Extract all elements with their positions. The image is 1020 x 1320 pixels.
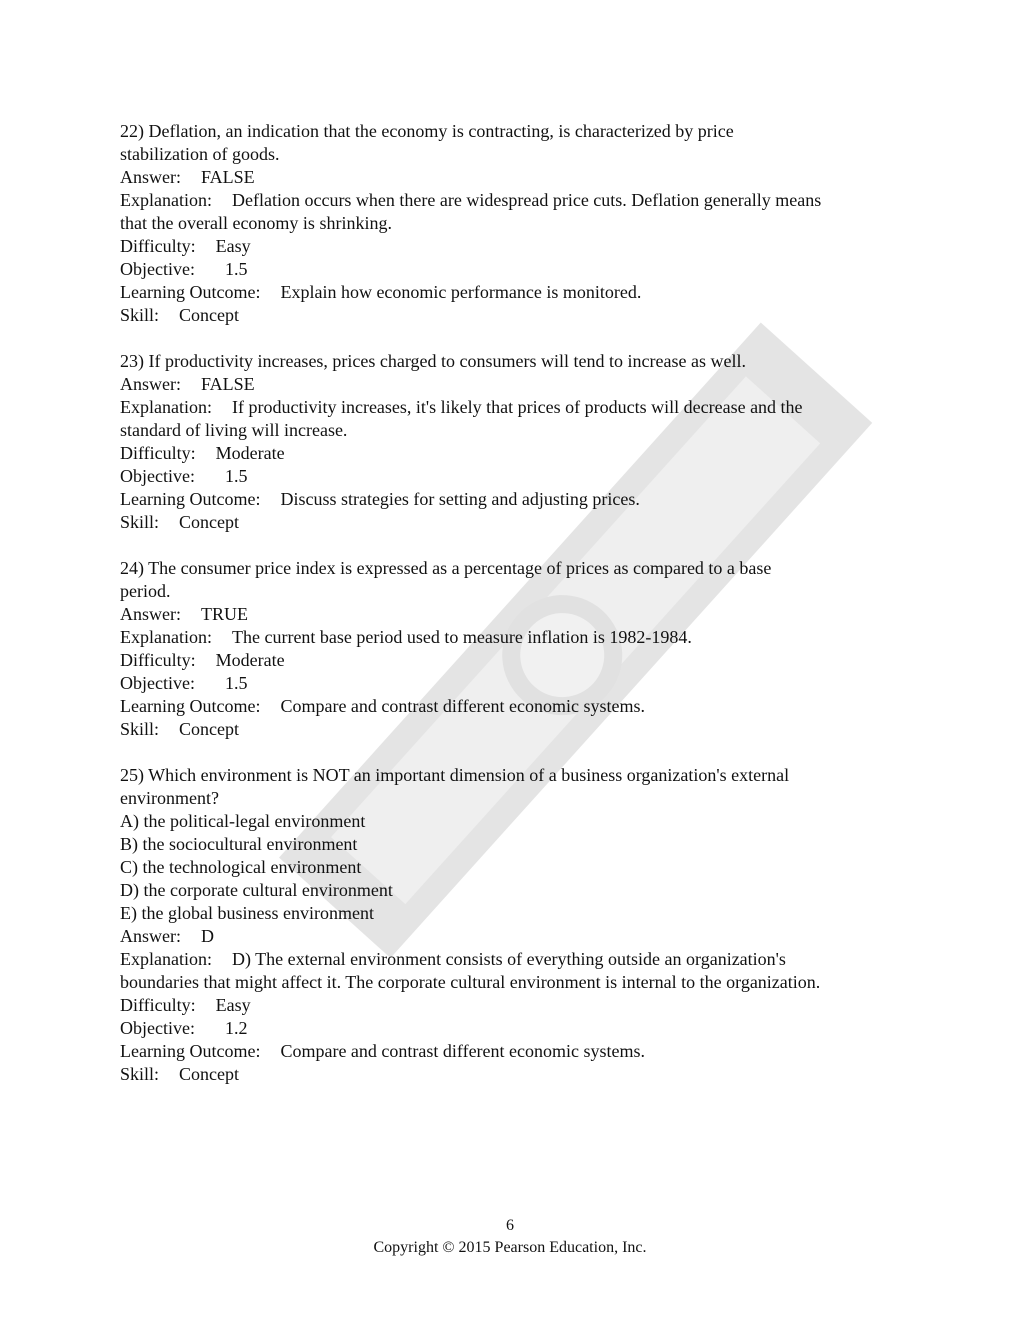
outcome-label: Learning Outcome:	[120, 489, 261, 509]
explanation-label: Explanation:	[120, 627, 212, 647]
outcome-row	[120, 488, 910, 511]
skill-label: Skill:	[120, 1064, 160, 1084]
question-text: environment?	[120, 788, 219, 808]
skill-value: Concept	[179, 305, 240, 325]
objective-label: Objective:	[120, 466, 195, 486]
outcome-label: Learning Outcome:	[120, 282, 261, 302]
outcome-value: Compare and contrast different economic systems.	[280, 696, 646, 716]
difficulty-label: Difficulty:	[120, 443, 196, 463]
answer-value: D	[201, 926, 214, 946]
explanation-row	[120, 948, 910, 971]
objective-value: 1.5	[224, 466, 248, 486]
skill-value: Concept	[179, 512, 240, 532]
page-number: 6	[506, 1217, 514, 1234]
skill-label: Skill:	[120, 305, 160, 325]
answer-value: FALSE	[201, 167, 255, 187]
answer-row	[120, 603, 910, 626]
outcome-row	[120, 695, 910, 718]
answer-label: Answer:	[120, 926, 181, 946]
skill-row	[120, 304, 910, 327]
difficulty-label: Difficulty:	[120, 650, 196, 670]
explanation-text: that the overall economy is shrinking.	[120, 213, 392, 233]
skill-label: Skill:	[120, 719, 160, 739]
option-b: B) the sociocultural environment	[120, 834, 358, 854]
question-list	[120, 120, 910, 1109]
skill-value: Concept	[179, 1064, 240, 1084]
answer-row	[120, 373, 910, 396]
option-d: D) the corporate cultural environment	[120, 880, 393, 900]
difficulty-value: Easy	[215, 995, 251, 1015]
question-23	[120, 350, 910, 534]
objective-value: 1.5	[224, 259, 248, 279]
explanation-row	[120, 626, 910, 649]
objective-label: Objective:	[120, 1018, 195, 1038]
outcome-value: Discuss strategies for setting and adjusting prices.	[280, 489, 640, 509]
option-a: A) the political-legal environment	[120, 811, 366, 831]
objective-row	[120, 258, 910, 281]
outcome-value: Compare and contrast different economic systems.	[280, 1041, 646, 1061]
difficulty-label: Difficulty:	[120, 236, 196, 256]
question-text: stabilization of goods.	[120, 144, 280, 164]
outcome-label: Learning Outcome:	[120, 1041, 261, 1061]
explanation-row	[120, 189, 910, 212]
objective-row	[120, 672, 910, 695]
objective-row	[120, 1017, 910, 1040]
objective-value: 1.2	[224, 1018, 248, 1038]
explanation-label: Explanation:	[120, 949, 212, 969]
answer-label: Answer:	[120, 167, 181, 187]
question-text: 24) The consumer price index is expressed as a percentage of prices as compared to a base	[120, 558, 772, 578]
question-text: 25) Which environment is NOT an important dimension of a business organization's external	[120, 765, 790, 785]
explanation-text: The current base period used to measure inflation is 1982-1984.	[231, 627, 692, 647]
difficulty-row	[120, 649, 910, 672]
explanation-text: D) The external environment consists of everything outside an organization's	[231, 949, 786, 969]
objective-row	[120, 465, 910, 488]
option-e: E) the global business environment	[120, 903, 374, 923]
question-text: period.	[120, 581, 171, 601]
explanation-row	[120, 396, 910, 419]
question-24	[120, 557, 910, 741]
explanation-text: Deflation occurs when there are widespread price cuts. Deflation generally means	[231, 190, 822, 210]
objective-label: Objective:	[120, 259, 195, 279]
difficulty-row	[120, 442, 910, 465]
question-text: 22) Deflation, an indication that the economy is contracting, is characterized by price	[120, 121, 734, 141]
answer-label: Answer:	[120, 604, 181, 624]
answer-label: Answer:	[120, 374, 181, 394]
question-22	[120, 120, 910, 327]
explanation-text: standard of living will increase.	[120, 420, 348, 440]
question-text: 23) If productivity increases, prices charged to consumers will tend to increase as well.	[120, 351, 746, 371]
skill-label: Skill:	[120, 512, 160, 532]
explanation-label: Explanation:	[120, 397, 212, 417]
skill-row	[120, 1063, 910, 1086]
outcome-row	[120, 281, 910, 304]
difficulty-value: Easy	[215, 236, 251, 256]
answer-value: FALSE	[201, 374, 255, 394]
outcome-value: Explain how economic performance is monitored.	[280, 282, 642, 302]
difficulty-label: Difficulty:	[120, 995, 196, 1015]
option-c: C) the technological environment	[120, 857, 362, 877]
outcome-label: Learning Outcome:	[120, 696, 261, 716]
difficulty-row	[120, 235, 910, 258]
answer-row	[120, 166, 910, 189]
answer-row	[120, 925, 910, 948]
difficulty-value: Moderate	[215, 650, 285, 670]
skill-row	[120, 718, 910, 741]
answer-value: TRUE	[201, 604, 248, 624]
explanation-text: boundaries that might affect it. The corporate cultural environment is internal to the organization.	[120, 972, 821, 992]
copyright-notice: Copyright © 2015 Pearson Education, Inc.	[373, 1239, 647, 1256]
explanation-label: Explanation:	[120, 190, 212, 210]
difficulty-row	[120, 994, 910, 1017]
question-25	[120, 764, 910, 1086]
objective-label: Objective:	[120, 673, 195, 693]
skill-row	[120, 511, 910, 534]
outcome-row	[120, 1040, 910, 1063]
difficulty-value: Moderate	[215, 443, 285, 463]
objective-value: 1.5	[224, 673, 248, 693]
skill-value: Concept	[179, 719, 240, 739]
explanation-text: If productivity increases, it's likely that prices of products will decrease and the	[231, 397, 803, 417]
